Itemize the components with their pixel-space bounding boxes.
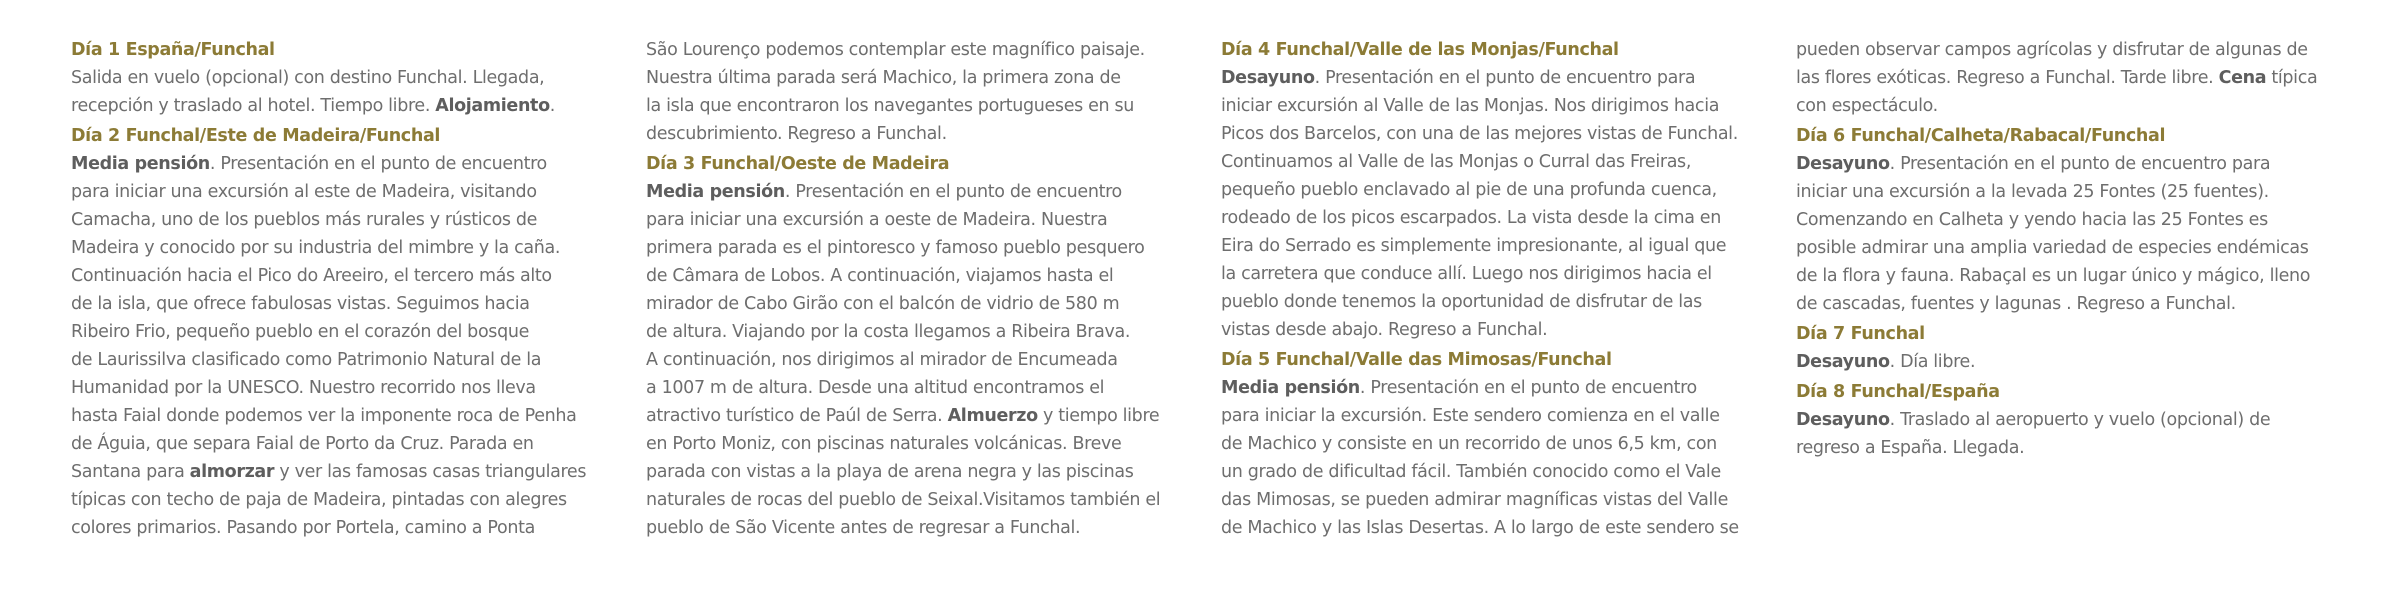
text-segment: A continuación, nos dirigimos al mirador de Encumeada bbox=[646, 350, 1118, 370]
text-line bbox=[646, 346, 1201, 374]
day-heading: Día 3 Funchal/Oeste de Madeira bbox=[646, 154, 950, 174]
text-line bbox=[646, 430, 1201, 458]
text-segment: . Presentación en el punto de encuentro para bbox=[1889, 154, 2271, 174]
text-line bbox=[646, 402, 1201, 430]
text-line bbox=[646, 318, 1201, 346]
column-2 bbox=[646, 36, 1201, 542]
text-line bbox=[1221, 92, 1776, 120]
text-line bbox=[71, 318, 626, 346]
text-segment: y tiempo libre bbox=[1037, 406, 1160, 426]
text-segment: Comenzando en Calheta y yendo hacia las 25 Fontes es bbox=[1796, 210, 2268, 230]
text-segment: para iniciar una excursión a oeste de Madeira. Nuestra bbox=[646, 210, 1108, 230]
text-segment: . bbox=[549, 96, 555, 116]
meal-label: Alojamiento bbox=[435, 96, 550, 116]
text-segment: recepción y traslado al hotel. Tiempo libre. bbox=[71, 96, 436, 116]
text-segment: posible admirar una amplia variedad de especies endémicas bbox=[1796, 238, 2309, 258]
text-line bbox=[1796, 150, 2351, 178]
text-segment: pueden observar campos agrícolas y disfrutar de algunas de bbox=[1796, 40, 2308, 60]
text-segment: colores primarios. Pasando por Portela, camino a Ponta bbox=[71, 518, 535, 538]
text-segment: y ver las famosas casas triangulares bbox=[274, 462, 587, 482]
text-line bbox=[1221, 430, 1776, 458]
text-segment: la carretera que conduce allí. Luego nos dirigimos hacia el bbox=[1221, 264, 1712, 284]
text-segment: parada con vistas a la playa de arena negra y las piscinas bbox=[646, 462, 1134, 482]
text-line bbox=[1221, 64, 1776, 92]
text-segment: Salida en vuelo (opcional) con destino Funchal. Llegada, bbox=[71, 68, 545, 88]
text-line bbox=[1221, 374, 1776, 402]
day-section bbox=[1796, 378, 2351, 462]
text-segment: de cascadas, fuentes y lagunas . Regreso a Funchal. bbox=[1796, 294, 2236, 314]
text-segment: un grado de dificultad fácil. También conocido como el Vale bbox=[1221, 462, 1721, 482]
text-line bbox=[646, 290, 1201, 318]
day-section bbox=[1796, 122, 2351, 318]
meal-label: Media pensión bbox=[71, 154, 210, 174]
day-section bbox=[1221, 36, 1776, 344]
column-1 bbox=[71, 36, 626, 542]
text-line bbox=[71, 92, 626, 120]
text-segment: típica bbox=[2266, 68, 2318, 88]
text-line bbox=[646, 514, 1201, 542]
text-line bbox=[1796, 92, 2351, 120]
text-segment: São Lourenço podemos contemplar este magnífico paisaje. bbox=[646, 40, 1145, 60]
text-segment: hasta Faial donde podemos ver la imponente roca de Penha bbox=[71, 406, 577, 426]
text-segment: Santana para bbox=[71, 462, 190, 482]
text-line bbox=[646, 486, 1201, 514]
text-segment: regreso a España. Llegada. bbox=[1796, 438, 2025, 458]
text-segment: Continuamos al Valle de las Monjas o Curral das Freiras, bbox=[1221, 152, 1692, 172]
text-line bbox=[1796, 36, 2351, 64]
text-line bbox=[1221, 514, 1776, 542]
text-segment: Madeira y conocido por su industria del mimbre y la caña. bbox=[71, 238, 561, 258]
text-line bbox=[646, 234, 1201, 262]
text-line bbox=[71, 402, 626, 430]
text-line bbox=[1796, 290, 2351, 318]
text-segment: das Mimosas, se pueden admirar magníficas vistas del Valle bbox=[1221, 490, 1728, 510]
text-segment: . Día libre. bbox=[1889, 352, 1976, 372]
text-segment: Camacha, uno de los pueblos más rurales y rústicos de bbox=[71, 210, 538, 230]
column-4 bbox=[1796, 36, 2351, 462]
text-line bbox=[646, 374, 1201, 402]
text-line bbox=[1796, 64, 2351, 92]
day-heading: Día 2 Funchal/Este de Madeira/Funchal bbox=[71, 126, 441, 146]
day-section bbox=[71, 122, 626, 542]
day-heading: Día 5 Funchal/Valle das Mimosas/Funchal bbox=[1221, 350, 1612, 370]
text-segment: en Porto Moniz, con piscinas naturales volcánicas. Breve bbox=[646, 434, 1122, 454]
text-line bbox=[71, 206, 626, 234]
text-line bbox=[71, 346, 626, 374]
text-segment: para iniciar una excursión al este de Madeira, visitando bbox=[71, 182, 537, 202]
day-heading: Día 6 Funchal/Calheta/Rabacal/Funchal bbox=[1796, 126, 2166, 146]
text-segment: pueblo donde tenemos la oportunidad de disfrutar de las bbox=[1221, 292, 1702, 312]
text-line bbox=[1796, 178, 2351, 206]
meal-label: Media pensión bbox=[1221, 378, 1360, 398]
text-line bbox=[646, 92, 1201, 120]
continued-text bbox=[646, 36, 1201, 148]
meal-label: Desayuno bbox=[1796, 154, 1890, 174]
text-segment: mirador de Cabo Girão con el balcón de vidrio de 580 m bbox=[646, 294, 1120, 314]
text-segment: descubrimiento. Regreso a Funchal. bbox=[646, 124, 947, 144]
text-line bbox=[1221, 402, 1776, 430]
day-section bbox=[646, 150, 1201, 542]
text-line bbox=[1221, 288, 1776, 316]
text-line bbox=[646, 262, 1201, 290]
text-segment: de altura. Viajando por la costa llegamos a Ribeira Brava. bbox=[646, 322, 1131, 342]
text-segment: pequeño pueblo enclavado al pie de una profunda cuenca, bbox=[1221, 180, 1717, 200]
text-line bbox=[71, 458, 626, 486]
text-line bbox=[1221, 316, 1776, 344]
text-line bbox=[646, 36, 1201, 64]
text-line bbox=[1221, 232, 1776, 260]
meal-label: Cena bbox=[2218, 68, 2267, 88]
text-segment: Continuación hacia el Pico do Areeiro, el tercero más alto bbox=[71, 266, 552, 286]
text-segment: para iniciar la excursión. Este sendero comienza en el valle bbox=[1221, 406, 1720, 426]
text-segment: las flores exóticas. Regreso a Funchal. Tarde libre. bbox=[1796, 68, 2219, 88]
text-line bbox=[1796, 434, 2351, 462]
text-segment: atractivo turístico de Paúl de Serra. bbox=[646, 406, 948, 426]
text-line bbox=[71, 234, 626, 262]
text-line bbox=[71, 64, 626, 92]
day-section bbox=[71, 36, 626, 120]
text-segment: pueblo de São Vicente antes de regresar a Funchal. bbox=[646, 518, 1081, 538]
text-segment: a 1007 m de altura. Desde una altitud encontramos el bbox=[646, 378, 1105, 398]
text-line bbox=[1796, 234, 2351, 262]
text-segment: rodeado de los picos escarpados. La vista desde la cima en bbox=[1221, 208, 1721, 228]
text-segment: de Machico y consiste en un recorrido de unos 6,5 km, con bbox=[1221, 434, 1717, 454]
text-line bbox=[71, 486, 626, 514]
continued-text bbox=[1796, 36, 2351, 120]
text-line bbox=[1221, 204, 1776, 232]
meal-label: Desayuno bbox=[1796, 352, 1890, 372]
text-line bbox=[71, 430, 626, 458]
text-line bbox=[646, 206, 1201, 234]
text-segment: . Presentación en el punto de encuentro para bbox=[1314, 68, 1696, 88]
day-heading: Día 4 Funchal/Valle de las Monjas/Funchal bbox=[1221, 40, 1619, 60]
text-line bbox=[1796, 262, 2351, 290]
text-segment: vistas desde abajo. Regreso a Funchal. bbox=[1221, 320, 1548, 340]
text-line bbox=[646, 64, 1201, 92]
text-line bbox=[1796, 206, 2351, 234]
text-segment: típicas con techo de paja de Madeira, pintadas con alegres bbox=[71, 490, 567, 510]
text-line bbox=[1796, 406, 2351, 434]
day-heading: Día 7 Funchal bbox=[1796, 324, 1925, 344]
day-section bbox=[1796, 320, 2351, 376]
text-line bbox=[1221, 120, 1776, 148]
text-segment: . Presentación en el punto de encuentro bbox=[209, 154, 547, 174]
text-line bbox=[1221, 176, 1776, 204]
text-segment: de Câmara de Lobos. A continuación, viajamos hasta el bbox=[646, 266, 1114, 286]
text-segment: Ribeiro Frio, pequeño pueblo en el corazón del bosque bbox=[71, 322, 529, 342]
text-segment: la isla que encontraron los navegantes portugueses en su bbox=[646, 96, 1134, 116]
text-segment: de Machico y las Islas Desertas. A lo largo de este sendero se bbox=[1221, 518, 1739, 538]
text-segment: iniciar excursión al Valle de las Monjas. Nos dirigimos hacia bbox=[1221, 96, 1720, 116]
text-segment: primera parada es el pintoresco y famoso pueblo pesquero bbox=[646, 238, 1145, 258]
day-section bbox=[1221, 346, 1776, 542]
text-line bbox=[71, 290, 626, 318]
text-segment: de la isla, que ofrece fabulosas vistas. Seguimos hacia bbox=[71, 294, 530, 314]
text-segment: de Águia, que separa Faial de Porto da Cruz. Parada en bbox=[71, 434, 534, 454]
text-segment: . Presentación en el punto de encuentro bbox=[1359, 378, 1697, 398]
meal-label: Media pensión bbox=[646, 182, 785, 202]
text-segment: con espectáculo. bbox=[1796, 96, 1938, 116]
itinerary-page bbox=[71, 36, 2361, 576]
text-line bbox=[71, 178, 626, 206]
text-line bbox=[71, 262, 626, 290]
day-heading: Día 1 España/Funchal bbox=[71, 40, 275, 60]
meal-label: Desayuno bbox=[1796, 410, 1890, 430]
text-line bbox=[646, 178, 1201, 206]
text-line bbox=[646, 458, 1201, 486]
text-line bbox=[71, 150, 626, 178]
text-line bbox=[1221, 260, 1776, 288]
text-segment: Humanidad por la UNESCO. Nuestro recorrido nos lleva bbox=[71, 378, 536, 398]
text-line bbox=[1221, 458, 1776, 486]
text-segment: Eira do Serrado es simplemente impresionante, al igual que bbox=[1221, 236, 1727, 256]
text-segment: de Laurissilva clasificado como Patrimonio Natural de la bbox=[71, 350, 542, 370]
text-segment: . Traslado al aeropuerto y vuelo (opcional) de bbox=[1889, 410, 2271, 430]
text-line bbox=[71, 514, 626, 542]
text-segment: Picos dos Barcelos, con una de las mejores vistas de Funchal. bbox=[1221, 124, 1738, 144]
text-segment: iniciar una excursión a la levada 25 Fontes (25 fuentes). bbox=[1796, 182, 2269, 202]
column-3 bbox=[1221, 36, 1776, 542]
text-segment: de la flora y fauna. Rabaçal es un lugar único y mágico, lleno bbox=[1796, 266, 2311, 286]
text-segment: naturales de rocas del pueblo de Seixal.Visitamos también el bbox=[646, 490, 1161, 510]
meal-label: Desayuno bbox=[1221, 68, 1315, 88]
text-segment: Nuestra última parada será Machico, la primera zona de bbox=[646, 68, 1121, 88]
text-line bbox=[1221, 486, 1776, 514]
day-heading: Día 8 Funchal/España bbox=[1796, 382, 2000, 402]
text-segment: . Presentación en el punto de encuentro bbox=[784, 182, 1122, 202]
meal-label: Almuerzo bbox=[947, 406, 1038, 426]
text-line bbox=[1221, 148, 1776, 176]
text-line bbox=[71, 374, 626, 402]
meal-label: almorzar bbox=[189, 462, 275, 482]
text-line bbox=[1796, 348, 2351, 376]
text-line bbox=[646, 120, 1201, 148]
